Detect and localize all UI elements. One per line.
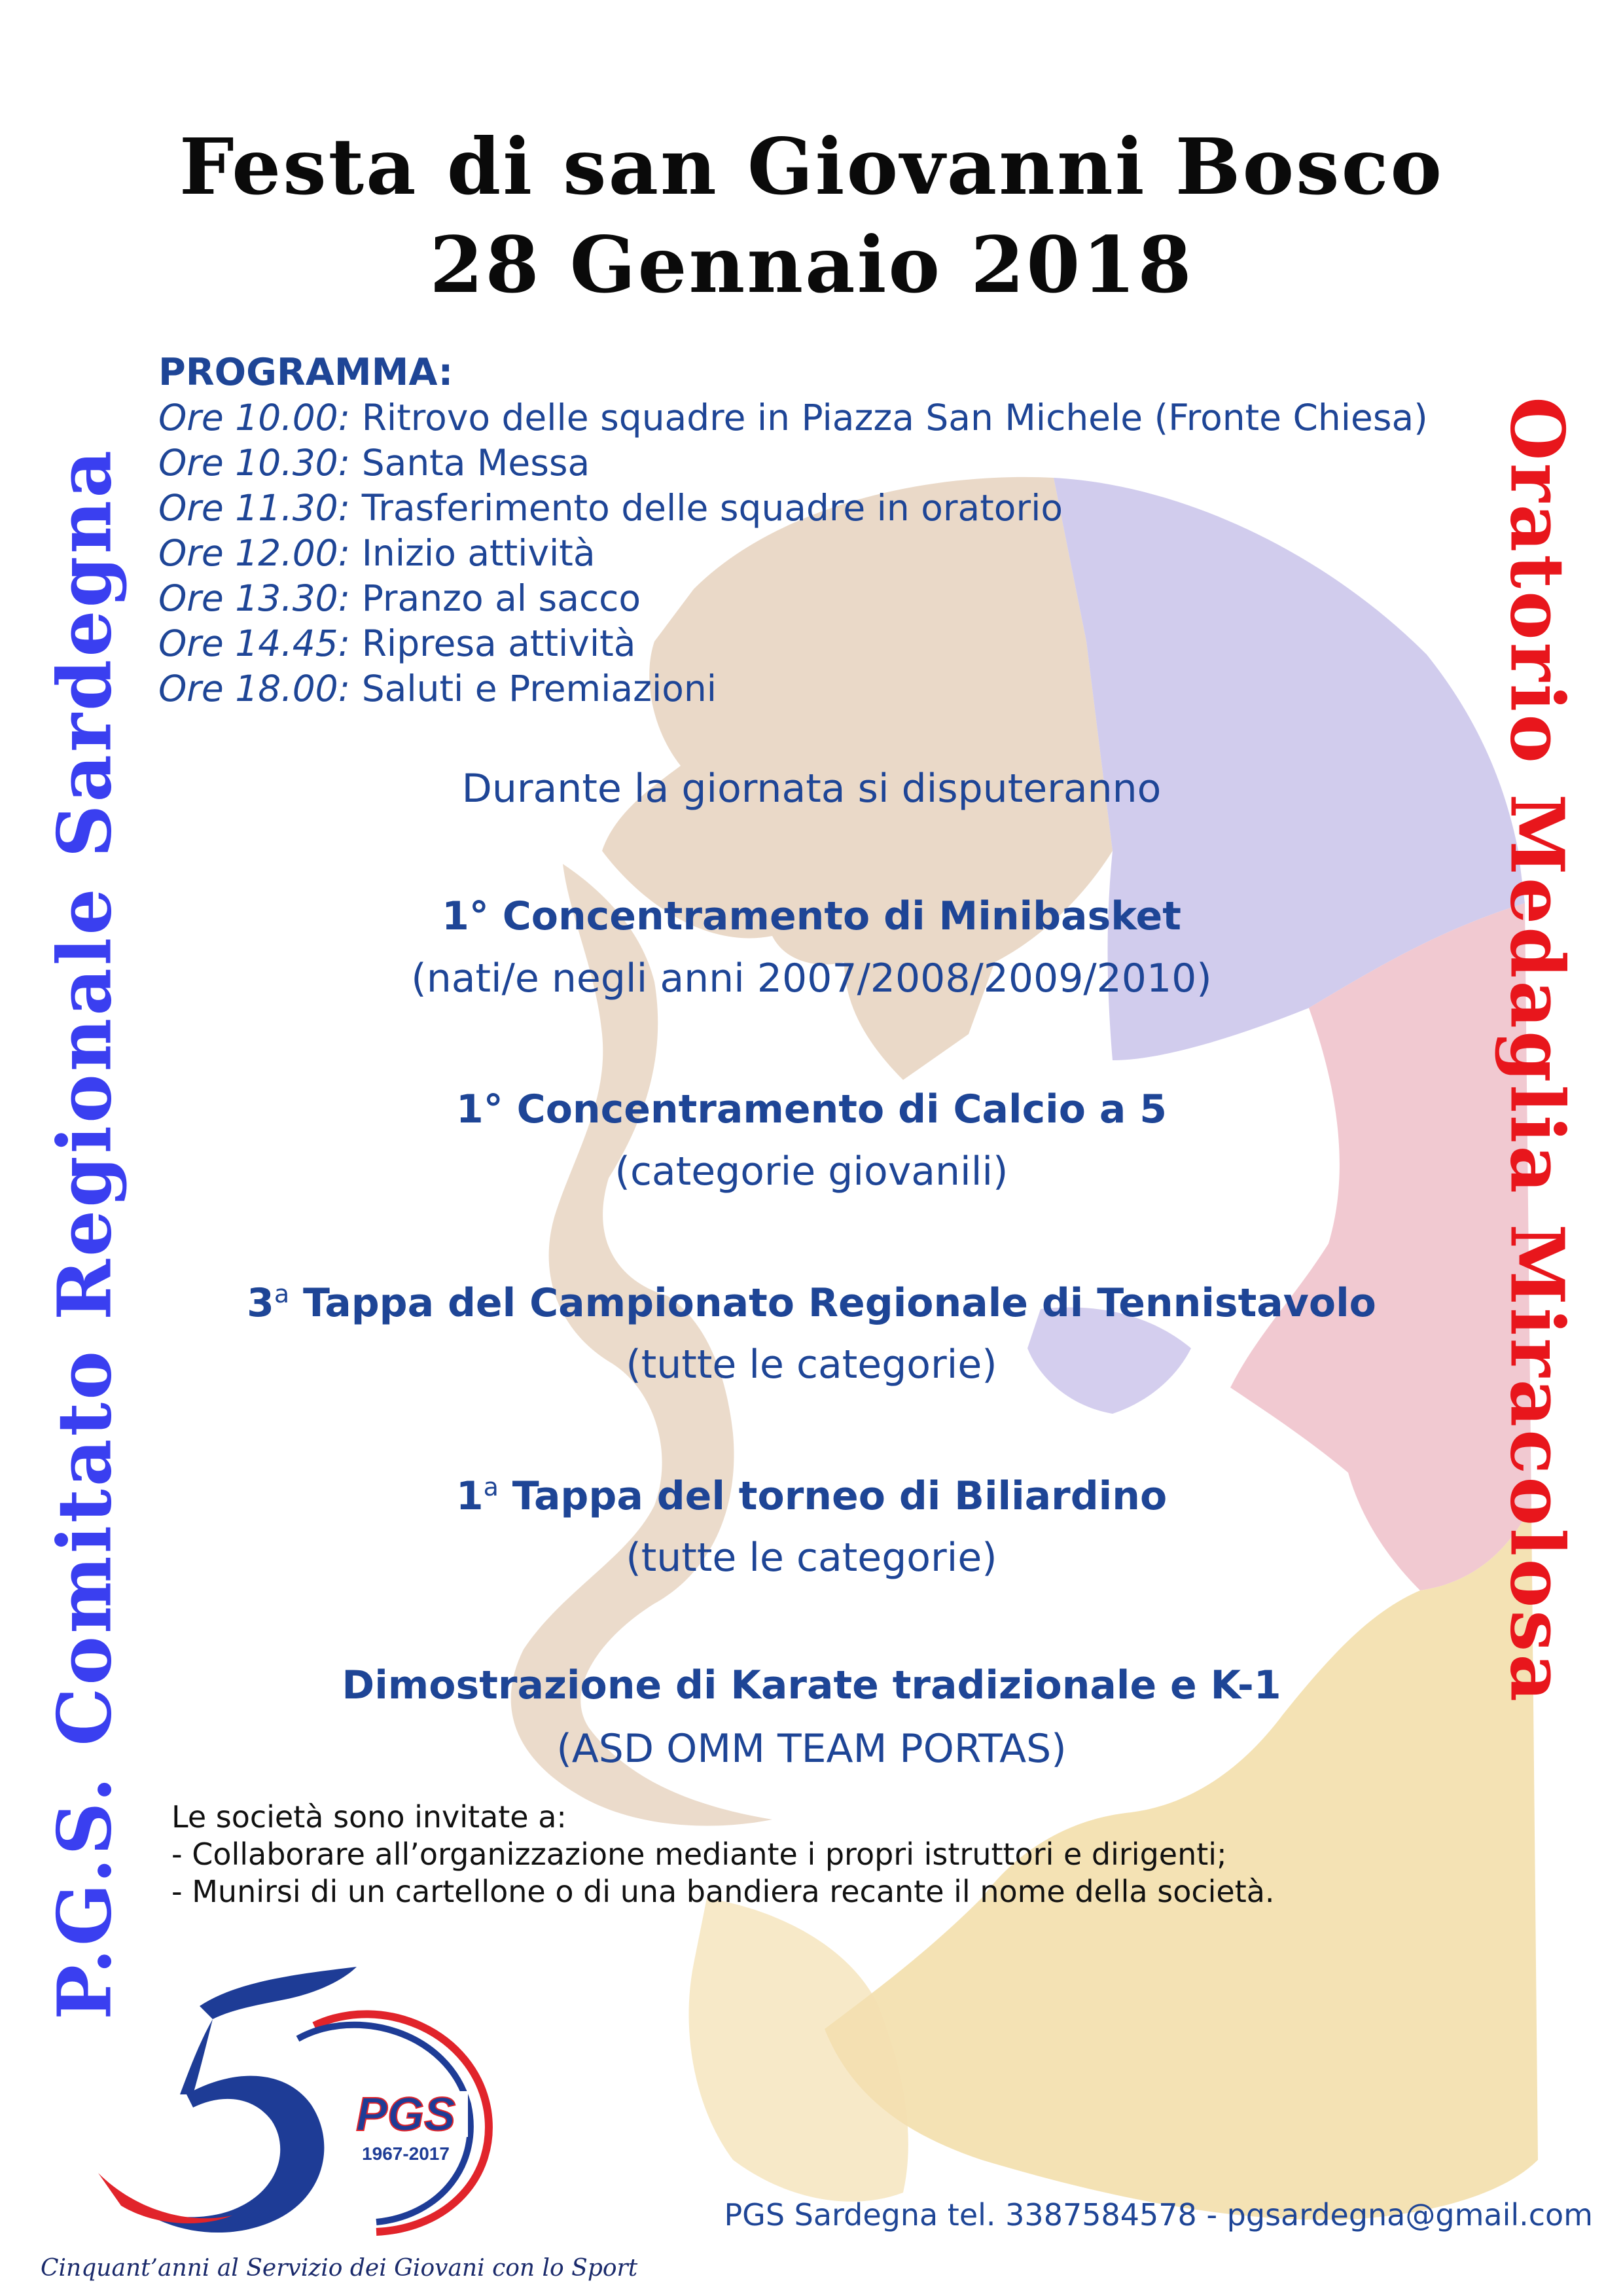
program-time: Ore 18.00: [158, 668, 351, 709]
event-biliardino-detail: (tutte le categorie) [626, 1535, 997, 1581]
program-section [158, 350, 1428, 711]
logo-tagline: Cinquant’anni al Servizio dei Giovani con lo Sport [41, 2255, 638, 2282]
program-time: Ore 11.30: [158, 487, 351, 529]
program-item [158, 621, 1428, 666]
program-item [158, 666, 1428, 711]
intro-text: Durante la giornata si disputeranno [461, 766, 1162, 812]
event-biliardino-title [0, 1473, 1623, 1519]
event-tennistavolo-text: Tappa del Campionato Regionale di Tennistavolo [289, 1280, 1376, 1326]
invite-section [171, 1799, 1275, 1910]
program-desc: Trasferimento delle squadre in oratorio [350, 487, 1063, 529]
program-item [158, 486, 1428, 531]
ordinal-number: 1 [455, 1473, 484, 1519]
ordinal-suffix: a [274, 1280, 290, 1308]
invite-line: - Collaborare all’organizzazione mediante i propri istruttori e dirigenti; [171, 1837, 1227, 1872]
logo-five-bowl [134, 2076, 324, 2233]
program-item [158, 531, 1428, 576]
side-text-right: Oratorio Medaglia Miracolosa [1493, 397, 1580, 1704]
event-biliardino-text: Tappa del torneo di Biliardino [498, 1473, 1168, 1519]
program-time: Ore 13.30: [158, 577, 351, 619]
program-desc: Ripresa attività [350, 622, 636, 664]
program-item [158, 576, 1428, 621]
event-calcio-detail: (categorie giovanili) [615, 1149, 1008, 1194]
event-tennistavolo-title [0, 1280, 1623, 1326]
program-time: Ore 14.45: [158, 622, 351, 664]
program-desc: Santa Messa [350, 442, 590, 484]
contact-info: PGS Sardegna tel. 3387584578 - pgsardegna@gmail.com [724, 2197, 1593, 2233]
program-desc: Inizio attività [350, 532, 596, 574]
pgs-50-logo [82, 1954, 566, 2242]
invite-line: - Munirsi di un cartellone o di una bandiera recante il nome della società. [171, 1874, 1275, 1909]
logo-years: 1967-2017 [362, 2144, 450, 2164]
program-time: Ore 12.00: [158, 532, 351, 574]
program-time: Ore 10.00: [158, 397, 351, 439]
program-desc: Ritrovo delle squadre in Piazza San Michele (Fronte Chiesa) [350, 397, 1428, 439]
event-minibasket-detail: (nati/e negli anni 2007/2008/2009/2010) [411, 956, 1212, 1001]
event-minibasket-title: 1° Concentramento di Minibasket [442, 893, 1181, 939]
event-date: 28 Gennaio 2018 [429, 219, 1194, 310]
logo-five-stem [180, 2019, 213, 2094]
logo-brand: PGS [355, 2089, 456, 2141]
event-calcio-title: 1° Concentramento di Calcio a 5 [456, 1086, 1167, 1132]
program-item [158, 440, 1428, 486]
program-time: Ore 10.30: [158, 442, 351, 484]
program-item [158, 395, 1428, 440]
event-title: Festa di san Giovanni Bosco [179, 121, 1444, 212]
program-desc: Pranzo al sacco [350, 577, 641, 619]
side-text-left: P.G.S. Comitato Regionale Sardegna [42, 448, 128, 2020]
program-heading: PROGRAMMA: [158, 351, 454, 394]
event-karate-title: Dimostrazione di Karate tradizionale e K-1 [342, 1662, 1281, 1708]
silhouette-yellow-lower [689, 1898, 908, 2202]
ordinal-number: 3 [247, 1280, 274, 1326]
ordinal-suffix: a [483, 1473, 499, 1501]
program-desc: Saluti e Premiazioni [350, 668, 717, 709]
event-tennistavolo-detail: (tutte le categorie) [626, 1342, 997, 1388]
logo-five-top [200, 1967, 357, 2019]
event-karate-detail: (ASD OMM TEAM PORTAS) [556, 1726, 1067, 1772]
invite-line: Le società sono invitate a: [171, 1799, 567, 1835]
